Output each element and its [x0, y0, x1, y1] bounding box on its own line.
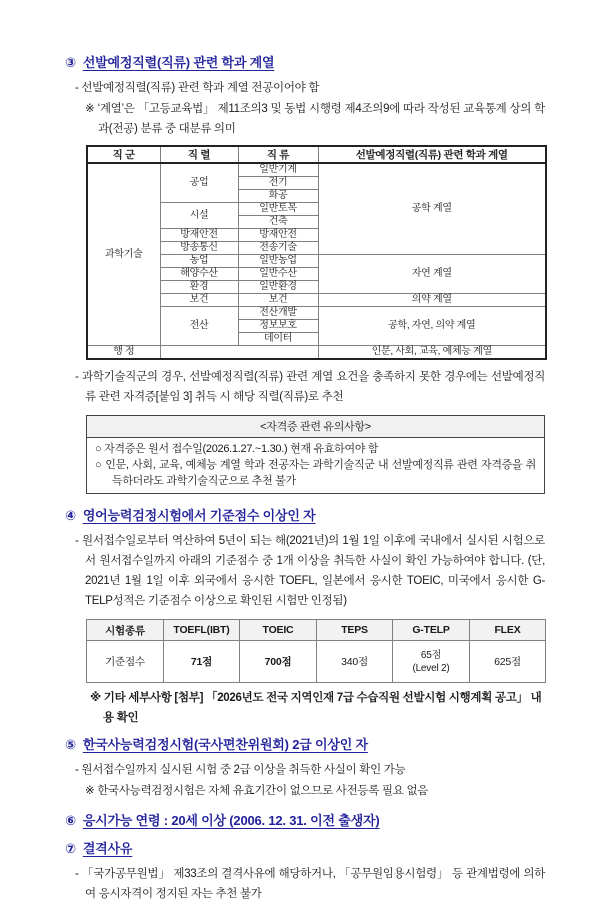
section-3-title: 선발예정직렬(직류) 관련 학과 계열 — [82, 55, 275, 70]
jikryu-cell: 보건 — [238, 294, 318, 307]
col-header-jikryu: 직 류 — [238, 146, 318, 163]
section-4-number: ④ — [65, 508, 76, 523]
field-cell: 자연 계열 — [318, 255, 546, 294]
section-7-title: 결격사유 — [82, 841, 133, 856]
jikryu-cell: 정보보호 — [238, 320, 318, 333]
col-header-jikgun: 직 군 — [87, 146, 160, 163]
jikryu-cell: 화공 — [238, 190, 318, 203]
section-7-number: ⑦ — [65, 841, 76, 856]
col-header-teps: TEPS — [317, 620, 393, 641]
flex-score: 625점 — [470, 641, 546, 683]
cert-notice-item: ○ 자격증은 원서 접수일(2026.1.27.~1.30.) 현재 유효하여야 함 — [95, 443, 379, 455]
col-header-jikryeol: 직 렬 — [160, 146, 238, 163]
english-score-table — [86, 619, 546, 683]
jikryu-cell: 방재안전 — [238, 229, 318, 242]
jikryeol-cell: 농업 — [160, 255, 238, 268]
section-7-paragraph: - 「국가공무원법」 제33조의 결격사유에 해당하거나, 「공무원임용시험령」 등 관계법령에 의하여 응시자격이 정지된 자는 추천 불가 — [75, 868, 545, 900]
cert-notice-box — [86, 415, 545, 494]
section-5-line: - 원서접수일까지 실시된 시험 중 2급 이상을 취득한 사실이 확인 가능 — [75, 764, 406, 776]
cert-notice-title: <자격증 관련 유의사항> — [87, 416, 544, 438]
jikryu-cell: 전송기술 — [238, 242, 318, 255]
col-header-exam-type: 시험종류 — [87, 620, 164, 641]
jikryeol-cell: 공업 — [160, 163, 238, 203]
teps-score: 340점 — [317, 641, 393, 683]
jikryeol-cell: 방재안전 — [160, 229, 238, 242]
jikryu-cell: 일반환경 — [238, 281, 318, 294]
jikryeol-cell: 보건 — [160, 294, 238, 307]
empty-cell — [160, 346, 318, 360]
jikryu-cell: 전기 — [238, 177, 318, 190]
jikryu-cell: 데이터 — [238, 333, 318, 346]
section-6-title: 응시가능 연령 : 20세 이상 (2006. 12. 31. 이전 출생자) — [82, 813, 380, 828]
jikryu-cell: 일반농업 — [238, 255, 318, 268]
field-cell: 공학, 자연, 의약 계열 — [318, 307, 546, 346]
toefl-score: 71점 — [164, 641, 240, 683]
section-4-title: 영어능력검정시험에서 기준점수 이상인 자 — [82, 508, 316, 523]
section-4-paragraph: - 원서접수일로부터 역산하여 5년이 되는 해(2021년)의 1월 1일 이후에 국내에서 실시된 시험으로서 원서접수일까지 아래의 기준점수 중 1개 이상을 취득한 사실이 확인 가능하여야 합니다. (단, 2021년 1월 1일 이후 외국에서 응시한 TOEFL, 일본에서 응시한 TOEIC, 미국에서 응시한 G-TELP성적은 기준점수 이상으로 확인된 시험만 인정됨) — [75, 535, 545, 607]
section-4-heading — [65, 505, 545, 524]
col-header-field: 선발예정직렬(직류) 관련 학과 계열 — [318, 146, 546, 163]
col-header-gtelp: G-TELP — [393, 620, 470, 641]
field-cell: 의약 계열 — [318, 294, 546, 307]
section-3-requirement: - 선발예정직렬(직류) 관련 학과 계열 전공이어야 함 — [75, 82, 320, 94]
jikryu-cell: 일반수산 — [238, 268, 318, 281]
jikryu-cell: 일반토목 — [238, 203, 318, 216]
section-5-number: ⑤ — [65, 737, 76, 752]
section-3-note: ※ ‘계열’은 「고등교육법」 제11조의3 및 동법 시행령 제4조의9에 따라 작성된 교육통계 상의 학과(전공) 분류 중 대분류 의미 — [85, 103, 545, 135]
gtelp-score-level: (Level 2) — [412, 662, 450, 674]
section-3-number: ③ — [65, 55, 76, 70]
section-3-after-table-note: - 과학기술직군의 경우, 선발예정직렬(직류) 관련 계열 요건을 충족하지 못한 경우에는 선발예정직류 관련 자격증[붙임 3] 취득 시 해당 직렬(직류)로 추천 — [75, 371, 545, 403]
jikryu-cell: 전산개발 — [238, 307, 318, 320]
jikryu-cell: 일반기계 — [238, 163, 318, 177]
dept-field-table — [86, 145, 547, 360]
table-row-admin — [87, 346, 546, 360]
score-table-header-row — [87, 620, 546, 641]
section-5-heading — [65, 734, 545, 753]
score-row-label: 기준점수 — [87, 641, 164, 683]
gtelp-score — [393, 641, 470, 683]
jikryeol-cell: 환경 — [160, 281, 238, 294]
jikryeol-cell: 방송통신 — [160, 242, 238, 255]
jikryeol-cell: 전산 — [160, 307, 238, 346]
field-cell: 인문, 사회, 교육, 예체능 계열 — [318, 346, 546, 360]
dept-table-header-row — [87, 146, 546, 163]
score-table-data-row — [87, 641, 546, 683]
section-6-heading — [65, 810, 545, 829]
section-6-number: ⑥ — [65, 813, 76, 828]
cert-notice-body — [87, 438, 544, 493]
jikryeol-cell: 시설 — [160, 203, 238, 229]
section-4-bold-note: ※ 기타 세부사항 [첨부] 「2026년도 전국 지역인재 7급 수습직원 선발시험 시행계획 공고」 내용 확인 — [90, 692, 542, 724]
col-header-toefl: TOEFL(IBT) — [164, 620, 240, 641]
jikgun-cell: 행 정 — [87, 346, 160, 360]
cert-notice-item: ○ 인문, 사회, 교육, 예체능 계열 학과 전공자는 과학기술직군 내 선발예정직류 관련 자격증을 취득하더라도 과학기술직군으로 추천 불가 — [95, 459, 536, 487]
jikgun-cell: 과학기술 — [87, 163, 160, 346]
jikryeol-cell: 해양수산 — [160, 268, 238, 281]
col-header-toeic: TOEIC — [240, 620, 317, 641]
jikryu-cell: 건축 — [238, 216, 318, 229]
table-row — [87, 163, 546, 177]
col-header-flex: FLEX — [470, 620, 546, 641]
section-5-note: ※ 한국사능력검정시험은 자체 유효기간이 없으므로 사전등록 필요 없음 — [85, 785, 429, 797]
toeic-score: 700점 — [240, 641, 317, 683]
field-cell: 공학 계열 — [318, 163, 546, 255]
gtelp-score-value: 65점 — [420, 649, 442, 661]
section-3-heading — [65, 52, 545, 71]
section-5-title: 한국사능력검정시험(국사편찬위원회) 2급 이상인 자 — [82, 737, 368, 752]
